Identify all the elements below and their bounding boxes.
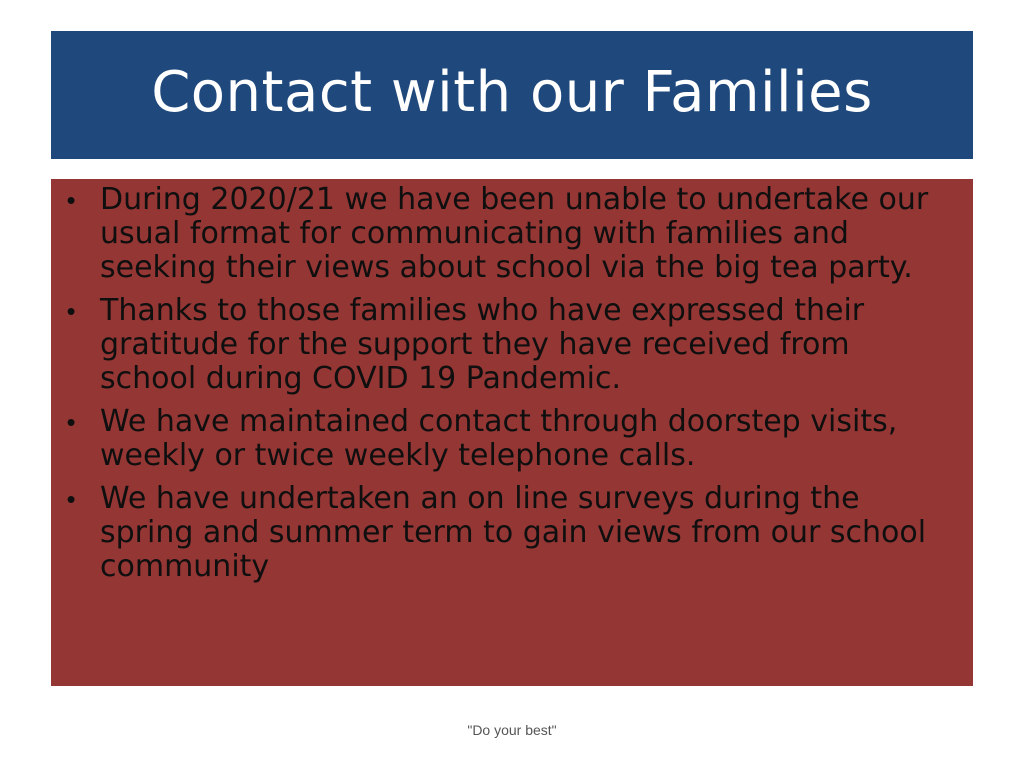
footer-motto: "Do your best" [467,722,557,738]
bullet-dot-icon: • [66,484,76,514]
bullet-dot-icon: • [66,407,76,437]
title-bar [51,31,973,159]
bullet-text: Thanks to those families who have expressed their gratitude for the support they have received from school during COVID 19 Pandemic. [100,293,865,396]
slide-title: Contact with our Families [151,59,873,125]
bullet-item [61,294,953,396]
bullet-dot-icon: • [66,185,76,215]
bullet-text: We have undertaken an on line surveys during the spring and summer term to gain views from our school community [100,481,927,584]
bullet-item [61,183,953,285]
bullet-text: We have maintained contact through doorstep visits, weekly or twice weekly telephone calls. [100,404,898,473]
bullet-list [61,183,953,584]
bullet-item [61,482,953,584]
bullet-text: During 2020/21 we have been unable to undertake our usual format for communicating with families and seeking their views about school via the big tea party. [100,182,929,285]
bullet-dot-icon: • [66,296,76,326]
content-box [51,179,973,686]
bullet-item [61,405,953,473]
